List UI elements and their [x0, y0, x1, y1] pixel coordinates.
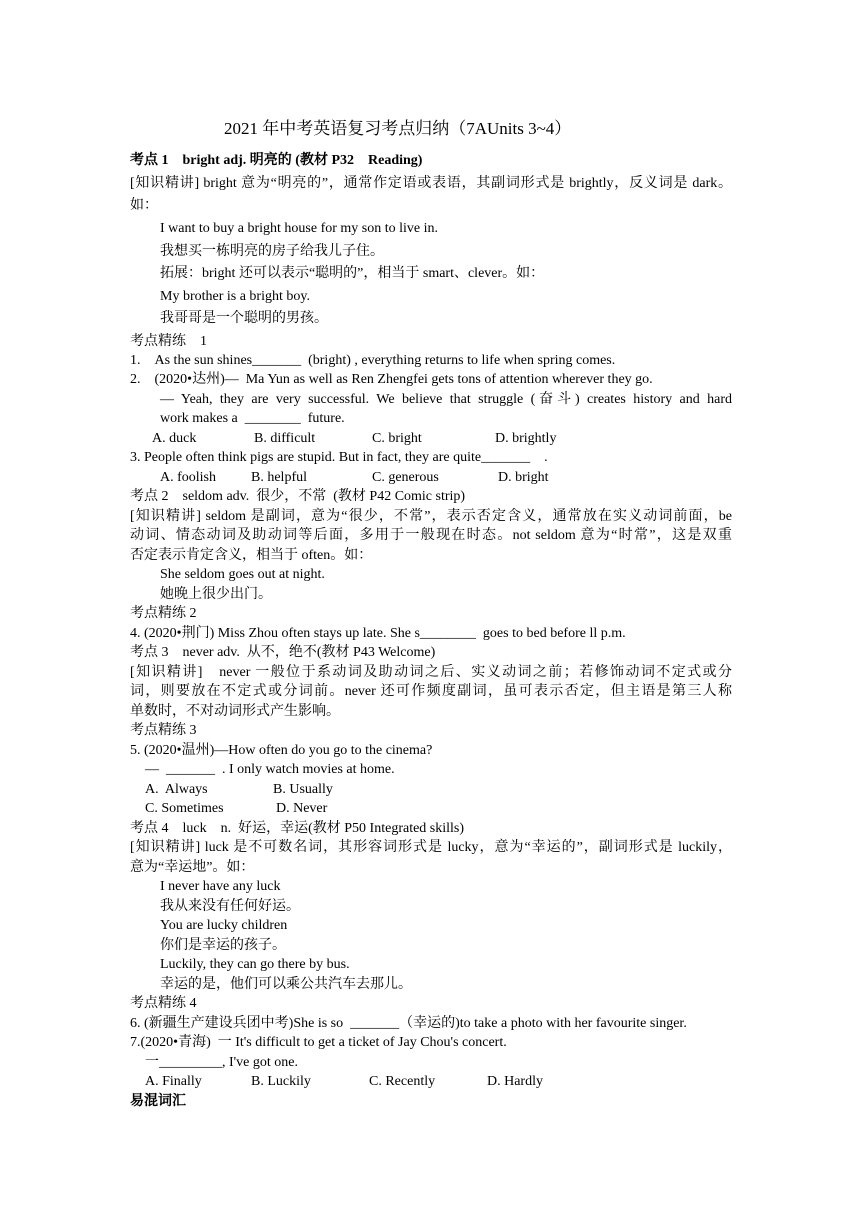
- option-d: D. brightly: [495, 431, 557, 446]
- section-heading-3: 考点 3 never adv. 从不，绝不(教材 P43 Welcome): [130, 645, 436, 660]
- example-zh: 我从来没有任何好运。: [160, 899, 300, 914]
- option-d: D. bright: [498, 470, 549, 485]
- option-c: C. bright: [372, 431, 422, 446]
- option-a: A. Finally: [145, 1074, 202, 1089]
- example-en: Luckily, they can go there by bus.: [160, 957, 350, 972]
- explanation-line: 如：: [130, 198, 158, 213]
- practice-heading-3: 考点精练 3: [130, 723, 197, 738]
- section-heading-2: 考点 2 seldom adv. 很少，不常 (教材 P42 Comic strip): [130, 489, 466, 504]
- option-a: A. duck: [152, 431, 197, 446]
- option-b: B. Luckily: [251, 1074, 311, 1089]
- section-heading-4: 考点 4 luck n. 好运，幸运(教材 P50 Integrated skills): [130, 821, 465, 836]
- option-b: B. Usually: [273, 782, 333, 797]
- option-a: A. Always: [145, 782, 208, 797]
- example-en: My brother is a bright boy.: [160, 289, 310, 304]
- example-zh: 我想买一栋明亮的房子给我儿子住。: [160, 244, 384, 259]
- practice-heading-2: 考点精练 2: [130, 606, 197, 621]
- question-5: 5. (2020•温州)—How often do you go to the cinema?: [130, 743, 433, 758]
- explanation-line: [知识精讲] bright 意为“明亮的”，通常作定语或表语，其副词形式是 brightly，反义词是 dark。: [130, 176, 732, 191]
- explanation-line: 词，则要放在不定式或分词前。never 还可作频度副词，虽可表示否定，但主语是第三人称: [130, 684, 732, 699]
- page-title: 2021 年中考英语复习考点归纳（7AUnits 3~4）: [224, 119, 572, 138]
- option-c: C. Sometimes: [145, 801, 224, 816]
- option-b: B. difficult: [254, 431, 316, 446]
- question-4: 4. (2020•荆门) Miss Zhou often stays up late. She s________ goes to bed before ll p.m.: [130, 626, 626, 641]
- section-heading-confusable-words: 易混词汇: [130, 1094, 186, 1109]
- example-en: You are lucky children: [160, 918, 288, 933]
- example-zh: 你们是幸运的孩子。: [160, 938, 286, 953]
- explanation-line: 意为“幸运地”。如：: [130, 860, 255, 875]
- question-3: 3. People often think pigs are stupid. But in fact, they are quite_______ .: [130, 450, 548, 465]
- option-c: C. generous: [372, 470, 439, 485]
- practice-heading-4: 考点精练 4: [130, 996, 197, 1011]
- example-zh: 我哥哥是一个聪明的男孩。: [160, 311, 328, 326]
- option-b: B. helpful: [251, 470, 307, 485]
- explanation-line: 单数时，不对动词形式产生影响。: [130, 704, 340, 719]
- example-en: I never have any luck: [160, 879, 281, 894]
- option-c: C. Recently: [369, 1074, 436, 1089]
- explanation-line: [知识精讲] seldom 是副词，意为“很少，不常”，表示否定含义，通常放在实义动词前面，be: [130, 509, 732, 524]
- explanation-line: [知识精讲] never 一般位于系动词及助动词之后、实义动词之前；若修饰动词不定式或分: [130, 665, 732, 680]
- extension-line: 拓展：bright 还可以表示“聪明的”，相当于 smart、clever。如：: [160, 266, 545, 281]
- example-en: She seldom goes out at night.: [160, 567, 325, 582]
- option-d: D. Never: [276, 801, 328, 816]
- question-1: 1. As the sun shines_______ (bright) , everything returns to life when spring comes.: [130, 353, 616, 368]
- question-6: 6. (新疆生产建设兵团中考)She is so _______（幸运的)to take a photo with her favourite singer.: [130, 1016, 687, 1031]
- example-zh: 幸运的是，他们可以乘公共汽车去那儿。: [160, 977, 412, 992]
- question-7: 7.(2020•青海) 一 It's difficult to get a ticket of Jay Chou's concert.: [130, 1035, 507, 1050]
- section-heading-1: 考点 1 bright adj. 明亮的 (教材 P32 Reading): [130, 153, 423, 168]
- question-7-reply: 一_________, I've got one.: [145, 1055, 299, 1070]
- explanation-line: 动词、情态动词及助动词等后面，多用于一般现在时态。not seldom 意为“时常”，这是双重: [130, 528, 732, 543]
- example-zh: 她晚上很少出门。: [160, 587, 272, 602]
- option-d: D. Hardly: [487, 1074, 543, 1089]
- explanation-line: 否定表示肯定含义，相当于 often。如：: [130, 548, 373, 563]
- option-a: A. foolish: [160, 470, 216, 485]
- practice-heading-1: 考点精练 1: [130, 334, 207, 349]
- question-5-reply: — _______ . I only watch movies at home.: [145, 762, 395, 777]
- example-en: I want to buy a bright house for my son to live in.: [160, 221, 439, 236]
- question-2-reply: — Yeah, they are very successful. We believe that struggle (奋斗) creates history and hard: [160, 392, 732, 407]
- explanation-line: [知识精讲] luck 是不可数名词，其形容词形式是 lucky，意为“幸运的”，副词形式是 luckily，: [130, 840, 732, 855]
- question-2: 2. (2020•达州)— Ma Yun as well as Ren Zhengfei gets tons of attention wherever they go.: [130, 372, 653, 387]
- question-2-reply-cont: work makes a ________ future.: [160, 411, 345, 426]
